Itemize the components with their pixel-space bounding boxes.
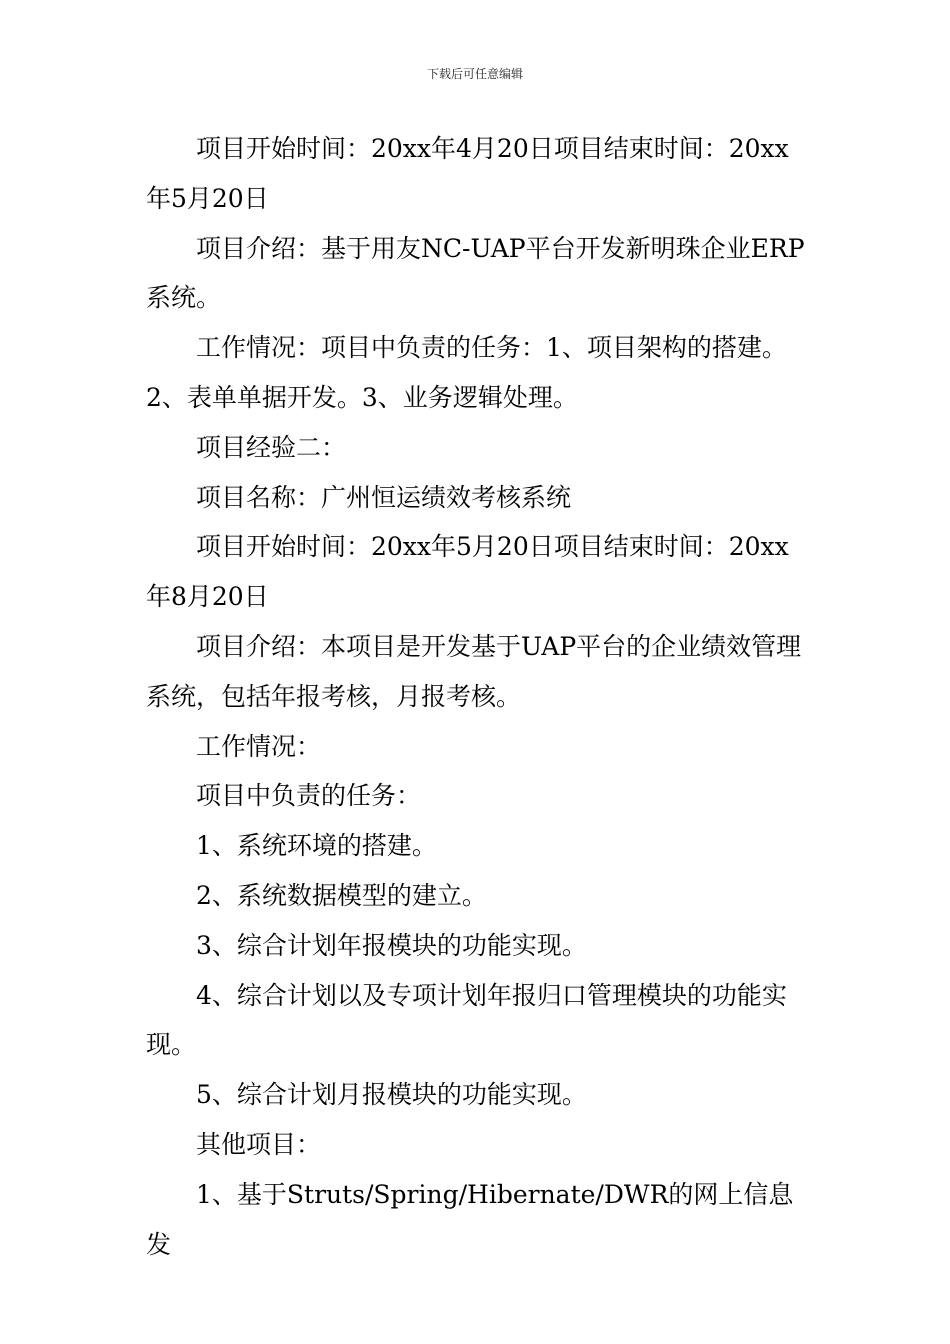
paragraph-work-status-1: 工作情况：项目中负责的任务：1、项目架构的搭建。2、表单单据开发。3、业务逻辑处理。 — [146, 333, 787, 412]
paragraph-task-5: 5、综合计划月报模块的功能实现。 — [196, 1080, 587, 1110]
paragraph-other-projects: 其他项目： — [196, 1129, 322, 1159]
paragraph-project-time-2: 项目开始时间：20xx年5月20日项目结束时间：20xx年8月20日 — [146, 532, 789, 612]
paragraph-tasks-heading: 项目中负责的任务： — [196, 781, 422, 811]
paragraph-project-name-2: 项目名称：广州恒运绩效考核系统 — [196, 482, 572, 512]
paragraph-task-1: 1、系统环境的搭建。 — [196, 831, 437, 861]
paragraph-other-project-1: 1、基于Struts/Spring/Hibernate/DWR的网上信息发 — [146, 1179, 794, 1259]
paragraph-project-time-1: 项目开始时间：20xx年4月20日项目结束时间：20xx年5月20日 — [146, 134, 789, 213]
paragraph-task-4: 4、综合计划以及专项计划年报归口管理模块的功能实现。 — [146, 980, 787, 1060]
paragraph-project-intro-1: 项目介绍：基于用友NC-UAP平台开发新明珠企业ERP系统。 — [146, 233, 805, 313]
document-body — [146, 124, 810, 1269]
paragraph-project-intro-2: 项目介绍：本项目是开发基于UAP平台的企业绩效管理系统，包括年报考核，月报考核。 — [146, 631, 802, 711]
paragraph-task-2: 2、系统数据模型的建立。 — [196, 880, 487, 910]
paragraph-task-3: 3、综合计划年报模块的功能实现。 — [196, 930, 587, 960]
paragraph-project-experience-2: 项目经验二： — [196, 432, 347, 462]
page-header: 下载后可任意编辑 — [426, 67, 523, 81]
paragraph-work-status-2: 工作情况： — [196, 731, 322, 761]
